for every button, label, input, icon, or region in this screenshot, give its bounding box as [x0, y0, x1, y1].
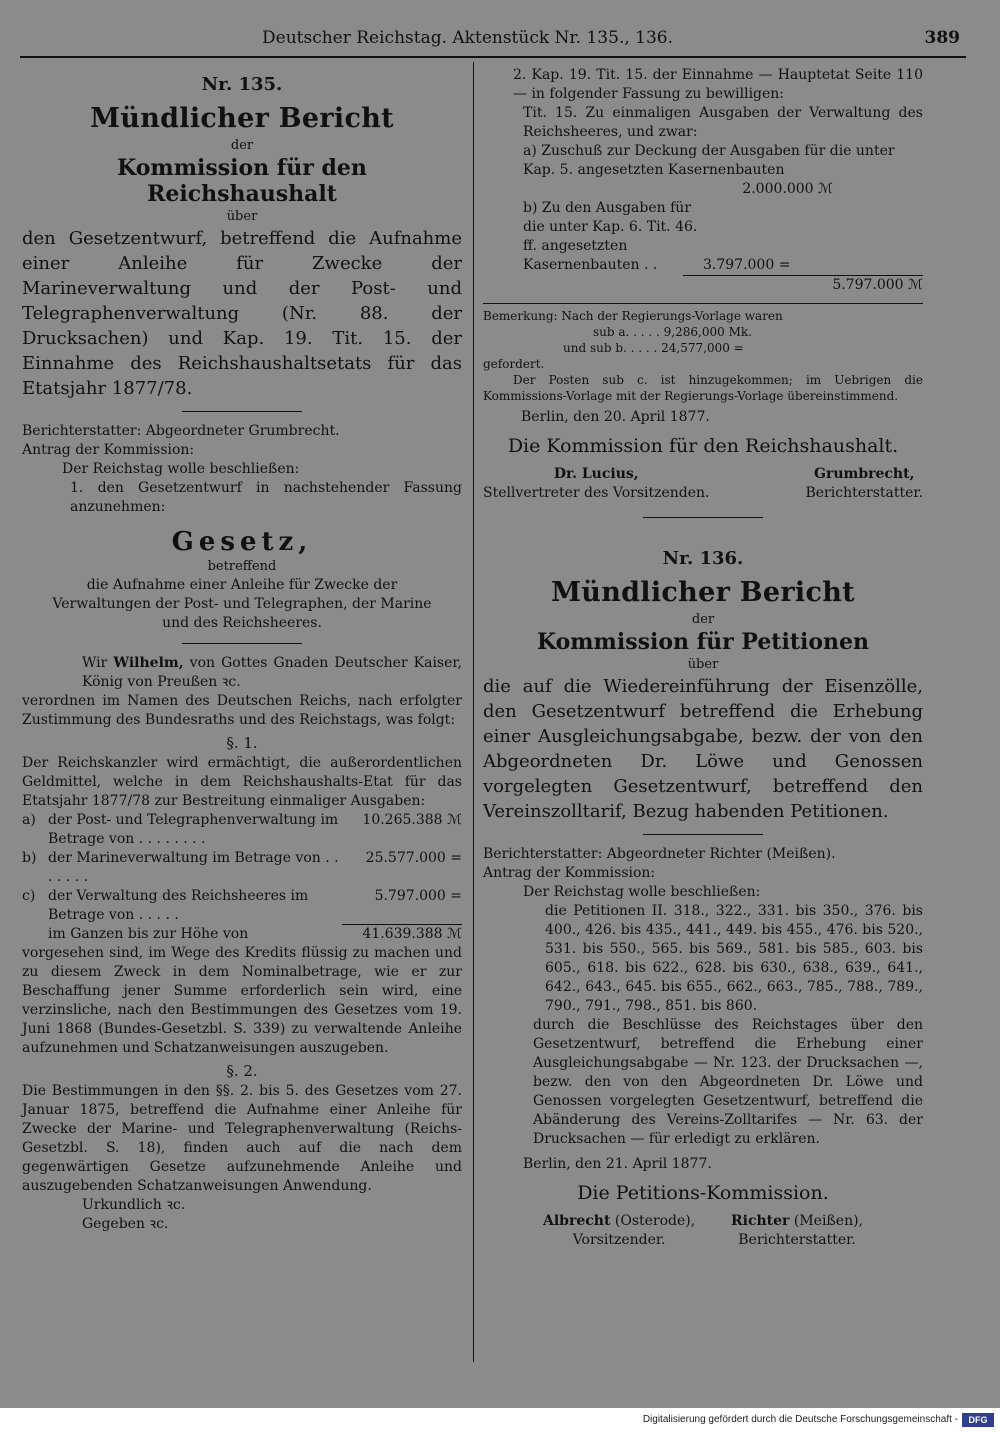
report-heading: Mündlicher Bericht — [551, 577, 855, 608]
reporter-line: Berichterstatter: Abgeordneter Grumbrecht. — [22, 423, 340, 439]
reporter-line: Berichterstatter: Abgeordneter Richter (Meißen). — [483, 846, 836, 862]
posten-note: Der Posten sub c. ist hinzugekommen; im Uebrigen die Kommissions-Vorlage mit der Regierungs-Vorlage übereinstimmend. — [483, 373, 923, 403]
signer-role: Stellvertreter des Vorsitzenden. — [483, 485, 710, 501]
item-label: b) — [22, 850, 37, 866]
item-1: 1. den Gesetzentwurf in nachstehender Fassung anzunehmen: — [70, 480, 462, 515]
page-number: 389 — [924, 28, 960, 48]
separator — [643, 517, 763, 518]
signatures-2 — [483, 1212, 923, 1250]
column-divider — [473, 62, 474, 1362]
tit-15: Tit. 15. Zu einmaligen Ausgaben der Verwaltung des Reichsheeres, und zwar: — [523, 105, 923, 140]
sum-amount: 5.797.000 ℳ — [683, 275, 923, 295]
signer-place: (Osterode), — [610, 1213, 696, 1229]
signer-name: Richter — [731, 1213, 790, 1229]
report-subject: die auf die Wiedereinführung der Eisenzölle, den Gesetzentwurf betreffend die Erhebung einer Ausgleichungsabgabe, bezw. der von den Abgeordneten Dr. Löwe und Genossen vorgelegten Gesetzentwurf, betreffend den Vereinszolltarif, Bezug habenden Petitionen. — [483, 676, 923, 822]
commission-name: Kommission für den Reichshaushalt — [117, 155, 367, 207]
sub-a-line: sub a. . . . . 9,286,000 Mk. — [593, 325, 752, 339]
item-2: 2. Kap. 19. Tit. 15. der Einnahme — Hauptetat Seite 110 — in folgender Fassung zu bewilligen: — [513, 67, 923, 102]
emperor-name: Wilhelm, — [113, 655, 184, 671]
sub-item-a-amount: 2.000.000 ℳ — [742, 181, 833, 197]
header-rule — [20, 56, 966, 58]
paragraph-1-heading: §. 1. — [226, 734, 258, 752]
sub-item-b-amount: 3.797.000 = — [703, 257, 791, 273]
signer-role: Vorsitzender. — [572, 1232, 666, 1248]
sub-item-a — [483, 142, 923, 180]
separator — [182, 411, 302, 412]
item-label: c) — [22, 888, 36, 904]
left-column — [22, 66, 462, 1234]
der-line: der — [230, 138, 254, 153]
signer-place: (Meißen), — [789, 1213, 863, 1229]
sub-item-a-amount-row — [483, 180, 923, 199]
dfg-logo: DFG — [962, 1413, 994, 1427]
commission-signature-title: Die Kommission für den Reichshaushalt. — [507, 435, 899, 457]
paragraph-2-text: Die Bestimmungen in den §§. 2. bis 5. des Gesetzes vom 27. Januar 1875, betreffend die Aufnahme einer Anleihe für Zwecke der Marine- und Telegraphenverwaltung (Reichs-Gesetzbl. S. 18), finden auch auf die nach dem gegenwärtigen Gesetze aufzunehmende Anleihe und auszugebenden Schatzanweisungen Anwendung. — [22, 1083, 462, 1194]
sub-item-a-text: a) Zuschuß zur Deckung der Ausgaben für die unter Kap. 5. angesetzten Kasernenbauten — [523, 143, 895, 178]
running-header: Deutscher Reichstag. Aktenstück Nr. 135., 136. — [262, 28, 674, 48]
separator — [643, 834, 763, 835]
item-text: der Post- und Telegraphenverwaltung im Betrage von . . . . . . . . — [48, 812, 339, 847]
ueber-line: über — [226, 209, 258, 224]
paragraph-1-continued: vorgesehen sind, im Wege des Kredits flüssig zu machen und zu diesem Zweck in dem Nominalbetrage, wie er zur Beschaffung jener Summe erforderlich sein wird, eine verzinsliche, nach den Bestimmungen des Gesetzes vom 19. Juni 1868 (Bundes-Gesetzbl. S. 339) zu verwaltende Anleihe aufzunehmen und Schatzanweisungen auszugeben. — [22, 945, 462, 1056]
antrag-line: Antrag der Kommission: — [483, 865, 656, 881]
law-title: Gesetz, — [171, 527, 313, 557]
item-row — [22, 887, 462, 925]
sub-b-line: und sub b. . . . . 24,577,000 = — [563, 341, 744, 355]
law-subject: die Aufnahme einer Anleihe für Zwecke der Verwaltungen der Post- und Telegraphen, der Marine und des Reichsheeres. — [52, 577, 432, 631]
total-amount: 41.639.388 ℳ — [362, 926, 462, 942]
durch-text: durch die Beschlüsse des Reichstages über den Gesetzentwurf, betreffend die Erhebung einer Ausgleichungsabgabe — Nr. 123. der Drucksachen —, bezw. den von den Abgeordneten Dr. Löwe und Genossen vorgelegten Gesetzentwurf, betreffend die Abänderung des Vereins-Zolltarifes — Nr. 63. der Drucksachen — für erledigt zu erklären. — [533, 1017, 923, 1147]
paragraph-1-text: Der Reichskanzler wird ermächtigt, die außerordentlichen Geldmittel, welche in dem Reichshaushalts-Etat für das Etatsjahr 1877/78 zur Bestreitung einmaliger Ausgaben: — [22, 755, 462, 809]
betreffend-line: betreffend — [207, 559, 277, 574]
item-row — [22, 849, 462, 887]
signer-name: Dr. Lucius, — [553, 466, 639, 482]
date-2: Berlin, den 21. April 1877. — [523, 1156, 712, 1172]
commission-signature-title: Die Petitions-Kommission. — [577, 1182, 829, 1204]
urkundlich-line: Urkundlich ꝛc. — [82, 1197, 186, 1213]
total-text: im Ganzen bis zur Höhe von — [48, 926, 249, 942]
document-number: Nr. 135. — [201, 74, 283, 95]
signer-name: Albrecht — [543, 1213, 611, 1229]
bemerkung-label: Bemerkung: — [483, 309, 558, 323]
item-label: a) — [22, 812, 36, 828]
signer-role: Berichterstatter. — [738, 1232, 856, 1248]
ueber-line: über — [687, 657, 719, 672]
item-text: der Marineverwaltung im Betrage von . . . . . . . — [48, 850, 339, 885]
item-row — [22, 811, 462, 849]
item-amount: 5.797.000 = — [342, 887, 462, 925]
report-heading: Mündlicher Bericht — [90, 103, 394, 134]
item-text: der Verwaltung des Reichsheeres im Betrage von . . . . . — [48, 888, 309, 923]
funding-note: Digitalisierung gefördert durch die Deutsche Forschungsgemeinschaft - — [642, 1414, 958, 1425]
date-1: Berlin, den 20. April 1877. — [521, 409, 710, 425]
preamble — [22, 654, 462, 692]
footer-bar — [0, 1408, 1000, 1432]
antrag-line: Antrag der Kommission: — [22, 442, 195, 458]
bemerkung-text: Nach der Regierungs-Vorlage waren — [561, 309, 783, 323]
signatures-1 — [483, 465, 923, 503]
item-amount: 10.265.388 ℳ — [362, 812, 462, 828]
paragraph-2-heading: §. 2. — [226, 1062, 258, 1080]
total-row — [22, 925, 462, 944]
sum-row — [483, 275, 923, 295]
item-amount: 25.577.000 = — [365, 850, 462, 866]
der-line: der — [691, 612, 715, 627]
preamble-post: von Gottes Gnaden Deutscher Kaiser, König von Preußen ꝛc. — [82, 655, 463, 690]
signer-role: Berichterstatter. — [805, 485, 923, 501]
gegeben-line: Gegeben ꝛc. — [82, 1216, 169, 1232]
commission-name: Kommission für Petitionen — [536, 629, 870, 655]
sub-item-b — [483, 199, 923, 275]
separator — [182, 643, 302, 644]
gefordert-line: gefordert. — [483, 357, 545, 371]
signer-name: Grumbrecht, — [814, 466, 915, 482]
beschliessen-line: Der Reichstag wolle beschließen: — [62, 461, 300, 477]
rule — [483, 303, 923, 304]
petition-list: die Petitionen II. 318., 322., 331. bis 350., 376. bis 400., 426. bis 435., 441., 449. bis 455., 476. bis 520., 531. bis 550., 565. bis 569., 581. bis 585., 603. bis 605., 618. bis 622., 628. bis 630., 638., 639., 641., 642., 643., 645. bis 655., 662., 663., 785., 788., 789., 790., 791., 798., 851. bis 860. — [545, 903, 923, 1014]
sub-item-b-text: b) Zu den Ausgaben für die unter Kap. 6. Tit. 46. ff. angesetzten Kasernenbauten . . — [523, 200, 698, 273]
right-column — [483, 66, 923, 1250]
report-subject: den Gesetzentwurf, betreffend die Aufnahme einer Anleihe für Zwecke der Marineverwaltung und der Post- und Telegraphenverwaltung (Nr. 88. der Drucksachen) und Kap. 19. Tit. 15. der Einnahme des Reichshaushaltsetats für das Etatsjahr 1877/78. — [22, 228, 462, 399]
preamble-pre: Wir — [82, 655, 114, 671]
verordnen-text: verordnen im Namen des Deutschen Reichs, nach erfolgter Zustimmung des Bundesraths und des Reichstags, was folgt: — [22, 693, 462, 728]
document-number: Nr. 136. — [662, 548, 744, 569]
beschliessen-line: Der Reichstag wolle beschließen: — [523, 884, 761, 900]
